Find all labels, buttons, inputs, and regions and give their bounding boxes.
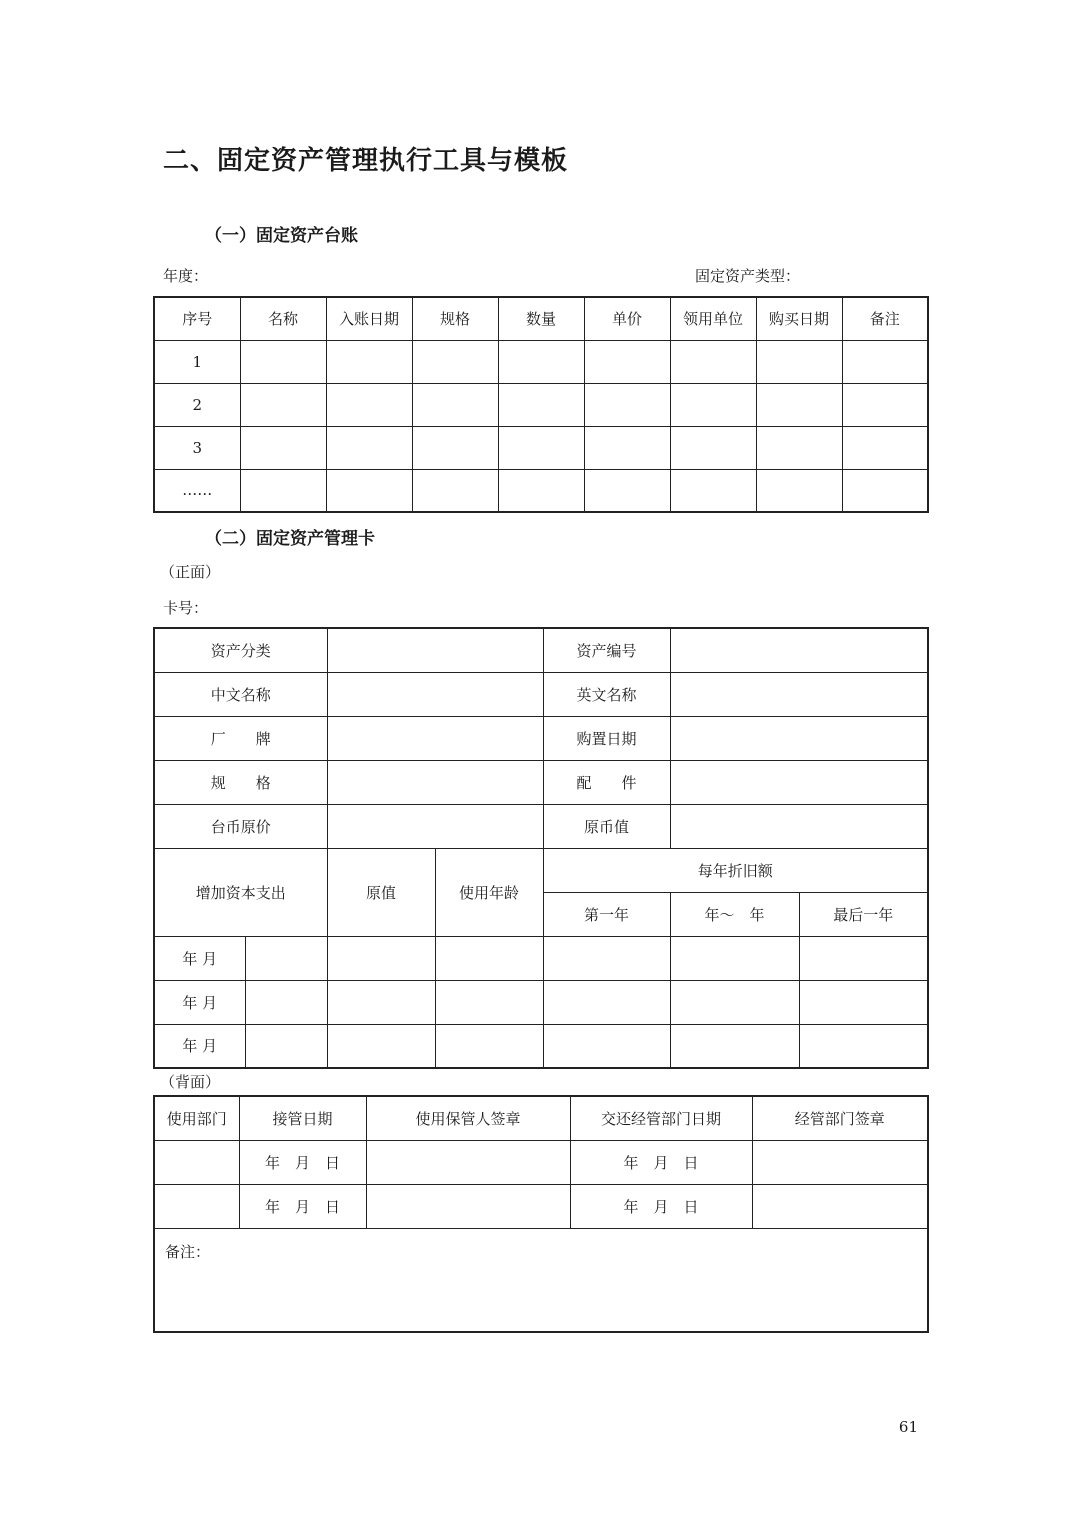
card-back-table — [153, 1095, 929, 1333]
back-row — [154, 1184, 928, 1228]
return-date-cell[interactable]: 年 月 日 — [570, 1184, 752, 1228]
takeover-date-cell[interactable]: 年 月 日 — [239, 1184, 366, 1228]
back-header-cell: 使用部门 — [154, 1096, 239, 1140]
capex-cell[interactable] — [245, 980, 327, 1024]
brand-label: 厂 牌 — [154, 716, 327, 760]
managing-signature-cell[interactable] — [752, 1184, 928, 1228]
accessories-label: 配 件 — [543, 760, 670, 804]
original-value-header: 原值 — [327, 848, 435, 936]
back-header-row — [154, 1096, 928, 1140]
note-cell[interactable] — [154, 1228, 928, 1332]
card-front-table — [153, 627, 929, 1069]
custodian-signature-cell[interactable] — [366, 1140, 570, 1184]
spec-value[interactable] — [327, 760, 543, 804]
department-cell[interactable] — [154, 1140, 239, 1184]
brand-value[interactable] — [327, 716, 543, 760]
ledger-cell[interactable] — [756, 469, 842, 512]
asset-number-label: 资产编号 — [543, 628, 670, 672]
ledger-cell[interactable] — [326, 426, 412, 469]
capex-row — [154, 980, 928, 1024]
capex-cell[interactable] — [799, 1024, 928, 1068]
capex-cell[interactable] — [670, 980, 799, 1024]
card-row — [154, 716, 928, 760]
ledger-cell[interactable] — [240, 426, 326, 469]
page-heading: 二、固定资产管理执行工具与模板 — [163, 146, 569, 176]
ledger-cell[interactable] — [498, 469, 584, 512]
english-name-value[interactable] — [670, 672, 928, 716]
year-range-header: 年～ 年 — [670, 892, 799, 936]
ledger-header-cell: 名称 — [240, 297, 326, 340]
card-row — [154, 804, 928, 848]
ledger-cell[interactable] — [240, 340, 326, 383]
ledger-row — [154, 426, 928, 469]
ledger-row — [154, 469, 928, 512]
original-currency-label: 原币值 — [543, 804, 670, 848]
card-row — [154, 628, 928, 672]
purchase-date-value[interactable] — [670, 716, 928, 760]
card-row — [154, 760, 928, 804]
capex-row — [154, 1024, 928, 1068]
capex-cell[interactable] — [327, 980, 435, 1024]
department-cell[interactable] — [154, 1184, 239, 1228]
ledger-header-cell: 规格 — [412, 297, 498, 340]
ledger-cell[interactable] — [240, 469, 326, 512]
purchase-date-label: 购置日期 — [543, 716, 670, 760]
managing-signature-cell[interactable] — [752, 1140, 928, 1184]
ledger-row-number: …… — [154, 469, 240, 512]
accessories-value[interactable] — [670, 760, 928, 804]
custodian-signature-cell[interactable] — [366, 1184, 570, 1228]
note-label: 备注： — [165, 1242, 211, 1261]
back-header-cell: 使用保管人签章 — [366, 1096, 570, 1140]
page-number: 61 — [898, 1418, 918, 1436]
chinese-name-value[interactable] — [327, 672, 543, 716]
last-year-header: 最后一年 — [799, 892, 928, 936]
ledger-cell[interactable] — [670, 469, 756, 512]
ledger-header-cell: 备注 — [842, 297, 928, 340]
ledger-cell[interactable] — [326, 383, 412, 426]
ledger-row-number: 1 — [154, 340, 240, 383]
ledger-cell[interactable] — [584, 469, 670, 512]
card-row — [154, 672, 928, 716]
ledger-row — [154, 383, 928, 426]
ledger-row-number: 3 — [154, 426, 240, 469]
ledger-cell[interactable] — [412, 383, 498, 426]
capex-header-row — [154, 848, 928, 892]
ledger-cell[interactable] — [670, 426, 756, 469]
ledger-header-cell: 领用单位 — [670, 297, 756, 340]
ledger-cell[interactable] — [412, 340, 498, 383]
ledger-cell[interactable] — [326, 340, 412, 383]
capex-month-label: 年 月 — [154, 936, 245, 980]
asset-category-label: 资产分类 — [154, 628, 327, 672]
ledger-cell[interactable] — [498, 426, 584, 469]
capex-row — [154, 936, 928, 980]
capex-cell[interactable] — [543, 1024, 670, 1068]
original-currency-value[interactable] — [670, 804, 928, 848]
ledger-header-cell: 入账日期 — [326, 297, 412, 340]
ledger-cell[interactable] — [756, 383, 842, 426]
ledger-header-cell: 单价 — [584, 297, 670, 340]
return-date-cell[interactable]: 年 月 日 — [570, 1140, 752, 1184]
capex-cell[interactable] — [799, 936, 928, 980]
capex-cell[interactable] — [327, 1024, 435, 1068]
ledger-cell[interactable] — [498, 383, 584, 426]
ledger-cell[interactable] — [842, 469, 928, 512]
back-label: （背面） — [160, 1073, 221, 1091]
capex-cell[interactable] — [435, 936, 543, 980]
asset-category-value[interactable] — [327, 628, 543, 672]
ledger-cell[interactable] — [842, 383, 928, 426]
capex-month-label: 年 月 — [154, 980, 245, 1024]
ledger-cell[interactable] — [412, 469, 498, 512]
ledger-cell[interactable] — [842, 426, 928, 469]
ledger-cell[interactable] — [756, 340, 842, 383]
ledger-header-cell: 序号 — [154, 297, 240, 340]
capex-cell[interactable] — [327, 936, 435, 980]
ledger-cell[interactable] — [584, 340, 670, 383]
ledger-cell[interactable] — [670, 340, 756, 383]
capex-month-label: 年 月 — [154, 1024, 245, 1068]
ledger-cell[interactable] — [498, 340, 584, 383]
capex-cell[interactable] — [435, 1024, 543, 1068]
asset-number-value[interactable] — [670, 628, 928, 672]
card-number-label: 卡号： — [163, 599, 209, 617]
ledger-cell[interactable] — [412, 426, 498, 469]
ledger-cell[interactable] — [584, 383, 670, 426]
ledger-table — [153, 296, 929, 513]
capex-cell[interactable] — [670, 1024, 799, 1068]
english-name-label: 英文名称 — [543, 672, 670, 716]
annual-depreciation-header: 每年折旧额 — [543, 848, 928, 892]
twd-cost-label: 台币原价 — [154, 804, 327, 848]
added-capex-header: 增加资本支出 — [154, 848, 327, 936]
asset-type-label: 固定资产类型： — [695, 267, 801, 285]
ledger-subtitle: （一）固定资产台账 — [205, 226, 358, 246]
capex-cell[interactable] — [543, 936, 670, 980]
ledger-cell[interactable] — [670, 383, 756, 426]
chinese-name-label: 中文名称 — [154, 672, 327, 716]
ledger-row — [154, 340, 928, 383]
ledger-header-row — [154, 297, 928, 340]
ledger-header-cell: 数量 — [498, 297, 584, 340]
twd-cost-value[interactable] — [327, 804, 543, 848]
ledger-cell[interactable] — [842, 340, 928, 383]
ledger-cell[interactable] — [756, 426, 842, 469]
capex-cell[interactable] — [799, 980, 928, 1024]
year-label: 年度： — [163, 267, 209, 285]
capex-cell[interactable] — [543, 980, 670, 1024]
back-row — [154, 1140, 928, 1184]
takeover-date-cell[interactable]: 年 月 日 — [239, 1140, 366, 1184]
note-row — [154, 1228, 928, 1332]
ledger-cell[interactable] — [326, 469, 412, 512]
ledger-cell[interactable] — [584, 426, 670, 469]
capex-cell[interactable] — [245, 1024, 327, 1068]
back-header-cell: 经管部门签章 — [752, 1096, 928, 1140]
front-label: （正面） — [160, 563, 221, 581]
spec-label: 规 格 — [154, 760, 327, 804]
back-header-cell: 接管日期 — [239, 1096, 366, 1140]
ledger-row-number: 2 — [154, 383, 240, 426]
useful-life-header: 使用年龄 — [435, 848, 543, 936]
capex-cell[interactable] — [670, 936, 799, 980]
back-header-cell: 交还经管部门日期 — [570, 1096, 752, 1140]
card-subtitle: （二）固定资产管理卡 — [205, 529, 375, 549]
capex-cell[interactable] — [245, 936, 327, 980]
first-year-header: 第一年 — [543, 892, 670, 936]
ledger-header-cell: 购买日期 — [756, 297, 842, 340]
ledger-cell[interactable] — [240, 383, 326, 426]
capex-cell[interactable] — [435, 980, 543, 1024]
